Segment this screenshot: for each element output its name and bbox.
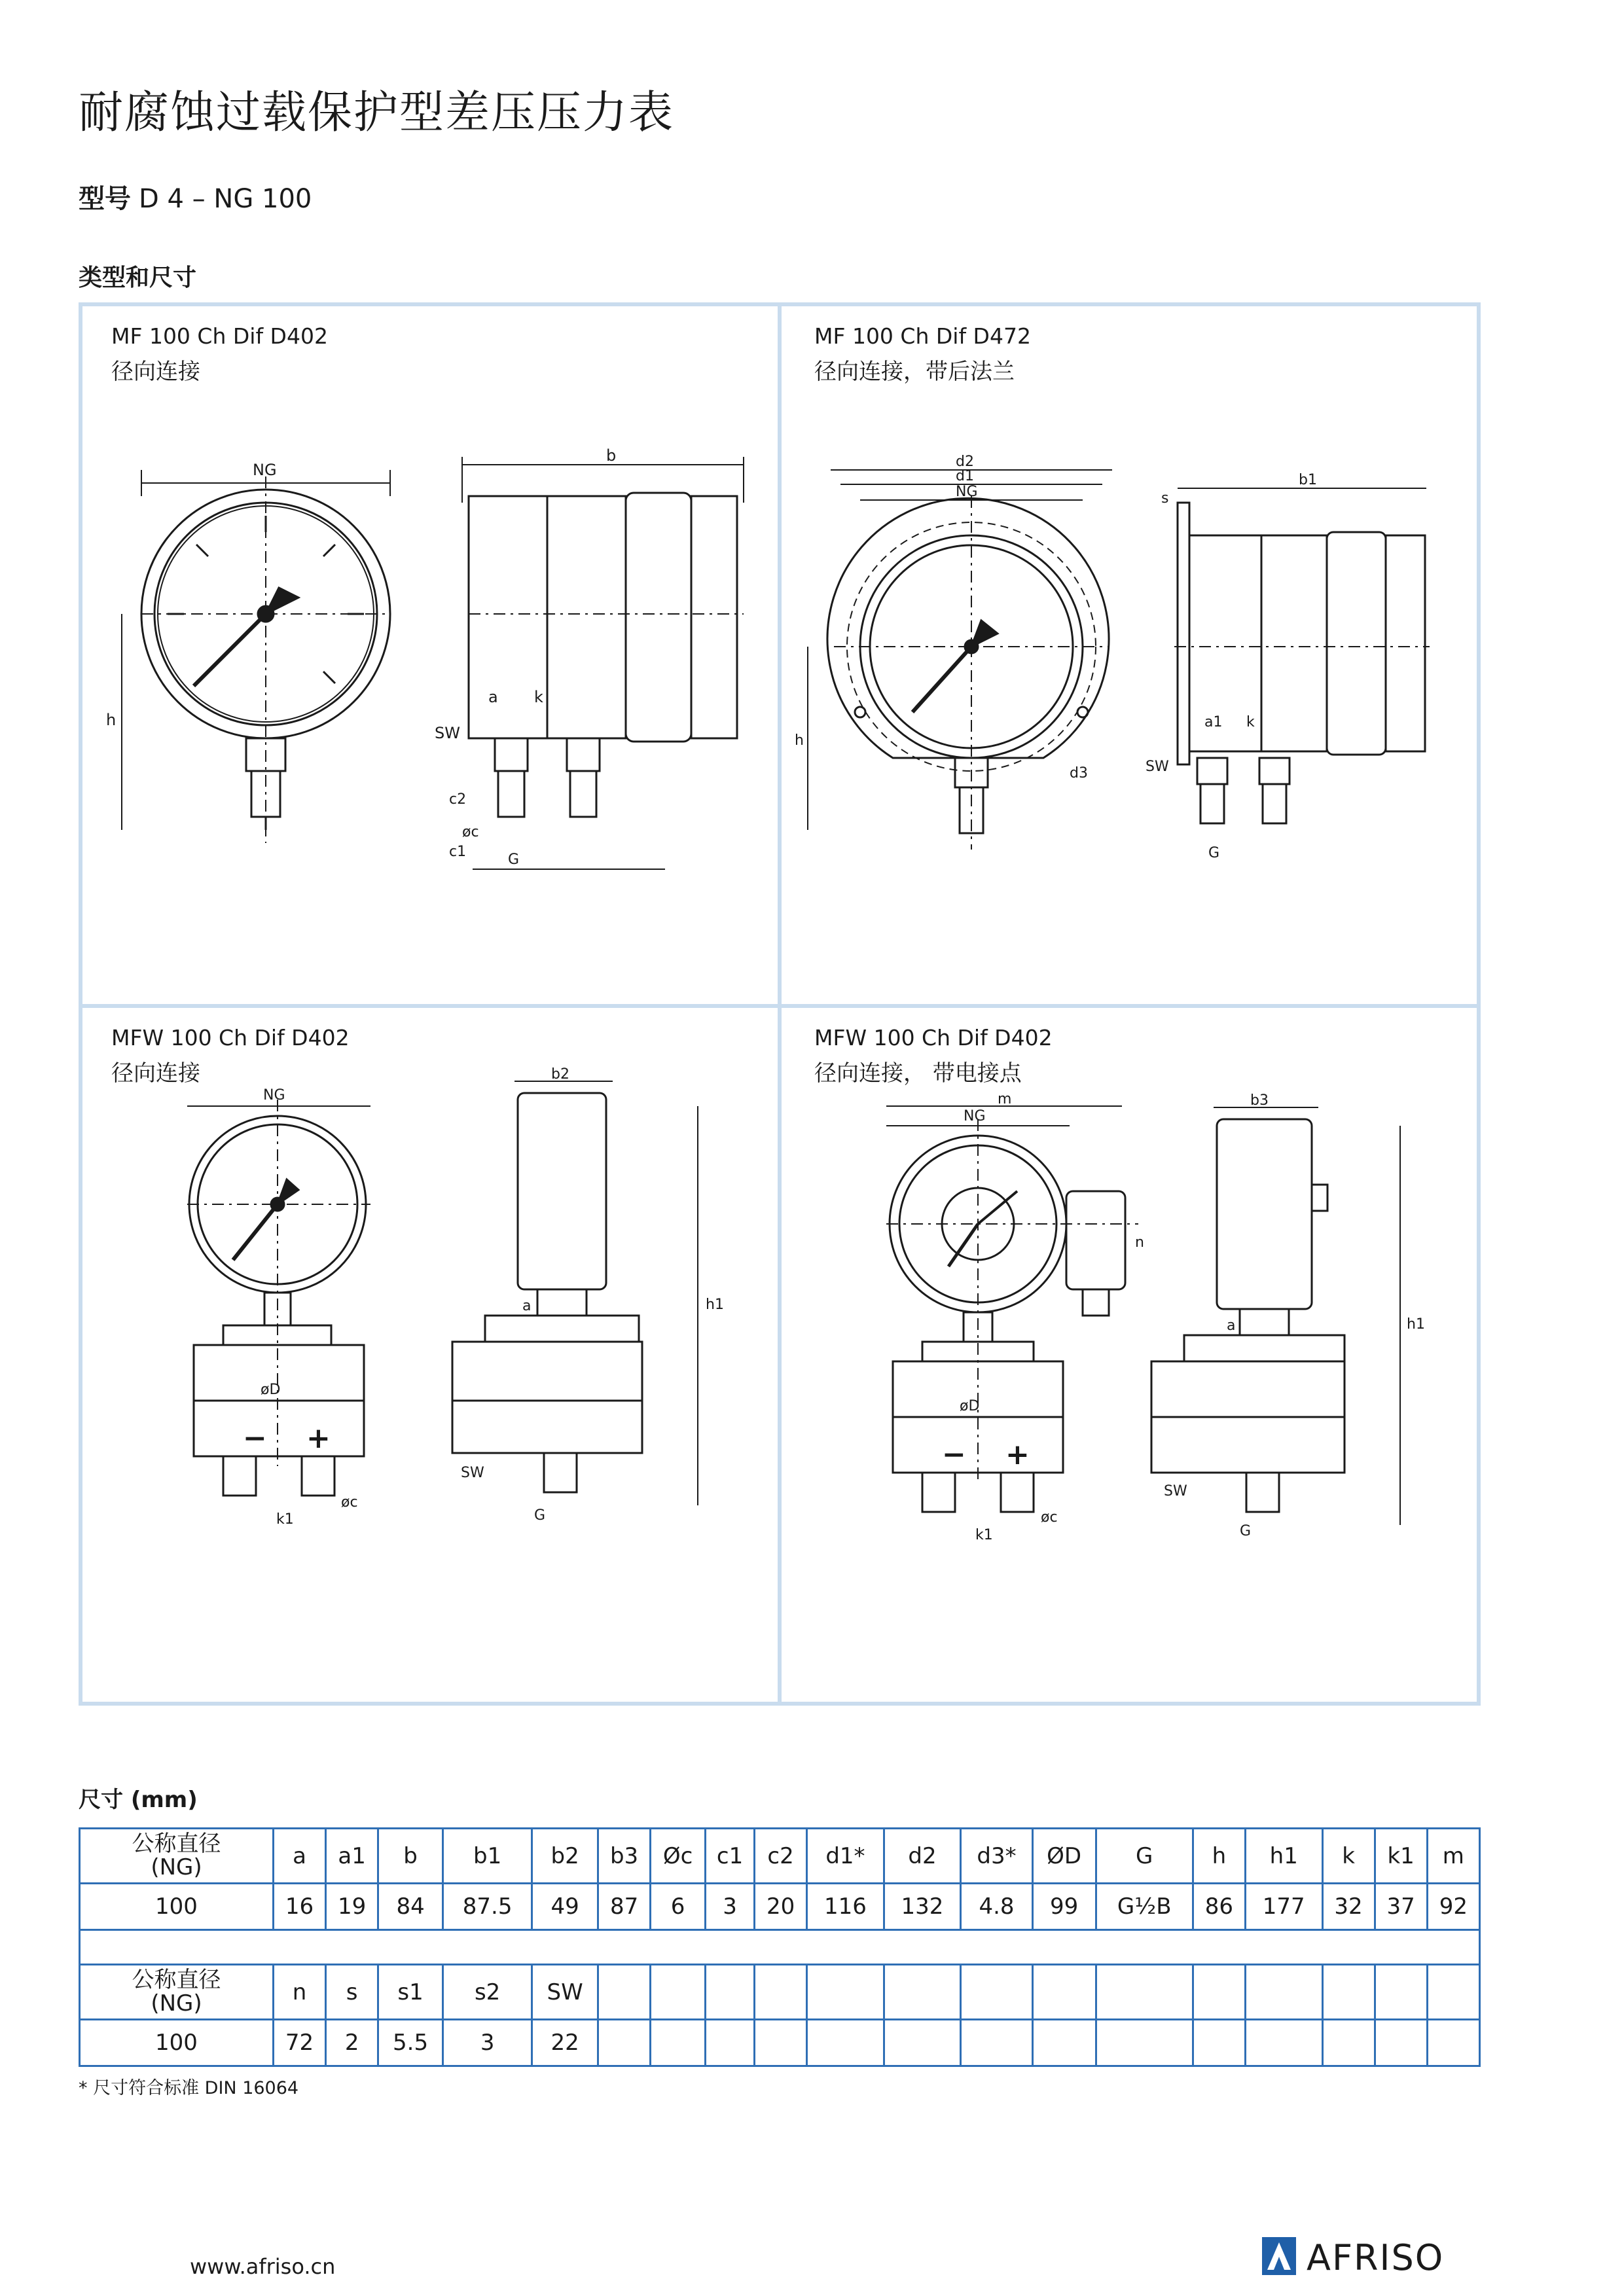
table-cell: 22 [532, 2020, 598, 2066]
label-minus: − [243, 1422, 267, 1455]
panel-1-name: MF 100 Ch Dif D402 [111, 323, 328, 349]
label-ng-3: NG [263, 1087, 285, 1103]
table-cell [1193, 2020, 1245, 2066]
table-cell [755, 2020, 807, 2066]
table-cell: 37 [1375, 1884, 1427, 1930]
label-a: a [488, 688, 498, 706]
table-header-cell: b1 [443, 1829, 532, 1884]
table-cell: 2 [326, 2020, 378, 2066]
table-header-cell: k [1322, 1829, 1375, 1884]
afriso-logo-icon [1262, 2237, 1296, 2275]
table-cell [598, 2020, 651, 2066]
brand-name: AFRISO [1307, 2237, 1445, 2278]
label-g-4: G [1240, 1523, 1252, 1539]
label-h-2: h [795, 732, 804, 749]
table-cell [884, 2020, 961, 2066]
table-header-cell: c1 [706, 1829, 755, 1884]
label-c2: c2 [449, 791, 467, 808]
label-d2: d2 [956, 454, 974, 470]
table-cell [807, 2020, 884, 2066]
table-cell: 3 [706, 1884, 755, 1930]
table-header-row [80, 1965, 1480, 2020]
drawing-mfw100-d402-contact [782, 1008, 1478, 1706]
table-header-cell: s1 [378, 1965, 443, 2020]
label-d1: d1 [956, 468, 974, 484]
footnote: * 尺寸符合标准 DIN 16064 [79, 2078, 299, 2098]
label-k: k [534, 688, 543, 706]
label-minus-4: − [942, 1438, 966, 1471]
table-header-cell [1427, 1965, 1479, 2020]
table-cell: 6 [651, 1884, 706, 1930]
table-cell: 3 [443, 2020, 532, 2066]
label-b2: b2 [551, 1066, 569, 1083]
label-plus: + [306, 1422, 331, 1455]
table-header-cell: s [326, 1965, 378, 2020]
label-phic-4: øc [1041, 1509, 1058, 1526]
table-cell: 177 [1245, 1884, 1322, 1930]
table-cell: 92 [1427, 1884, 1479, 1930]
label-a1: a1 [1204, 714, 1223, 730]
table-cell: 84 [378, 1884, 443, 1930]
section-title: 类型和尺寸 [79, 264, 197, 291]
drawing-mf100-d472 [782, 306, 1478, 1004]
table-header-cell: d1* [807, 1829, 884, 1884]
label-d3: d3 [1070, 765, 1088, 781]
table-cell [706, 2020, 755, 2066]
label-c1: c1 [449, 844, 467, 860]
table-header-row [80, 1829, 1480, 1884]
label-ng-4: NG [964, 1108, 986, 1124]
row-label-ng: 公称直径 (NG) [80, 1965, 274, 2020]
label-m: m [998, 1091, 1012, 1107]
label-b3: b3 [1250, 1092, 1269, 1109]
table-header-cell [598, 1965, 651, 2020]
label-b1: b1 [1299, 472, 1317, 488]
label-phic-3: øc [341, 1494, 358, 1511]
table-cell [1032, 2020, 1096, 2066]
label-phid-4: øD [960, 1398, 980, 1414]
table-header-cell: a1 [326, 1829, 378, 1884]
table-header-cell: h1 [1245, 1829, 1322, 1884]
label-h1: h1 [706, 1297, 724, 1313]
label-phic: øc [462, 824, 479, 840]
drawing-mfw100-d402 [82, 1008, 778, 1706]
table-cell [1245, 2020, 1322, 2066]
model-label: 型号 [79, 184, 131, 214]
table-cell: G½B [1096, 1884, 1193, 1930]
label-ng: NG [253, 461, 277, 479]
table-header-cell [706, 1965, 755, 2020]
table-row [80, 2020, 1480, 2066]
table-cell: 99 [1032, 1884, 1096, 1930]
table-header-cell [651, 1965, 706, 2020]
page-title: 耐腐蚀过载保护型差压压力表 [79, 87, 675, 139]
table-cell [1096, 2020, 1193, 2066]
table-cell: 87.5 [443, 1884, 532, 1930]
label-ng-2: NG [956, 484, 978, 500]
table-cell [1375, 2020, 1427, 2066]
panel-3-name: MFW 100 Ch Dif D402 [111, 1025, 350, 1050]
table-header-cell: Øc [651, 1829, 706, 1884]
table-cell: 32 [1322, 1884, 1375, 1930]
table-header-cell: b3 [598, 1829, 651, 1884]
table-spacer-cell [80, 1930, 1480, 1965]
table-header-cell [1322, 1965, 1375, 2020]
label-a-4: a [1227, 1318, 1236, 1334]
panel-4-desc: 径向连接， 带电接点 [814, 1060, 1022, 1086]
label-s: s [1161, 490, 1169, 507]
label-h: h [106, 711, 117, 729]
table-header-cell: n [274, 1965, 326, 2020]
table-cell: 132 [884, 1884, 961, 1930]
table-cell: 116 [807, 1884, 884, 1930]
table-header-cell: c2 [755, 1829, 807, 1884]
table-cell [651, 2020, 706, 2066]
model-line [79, 178, 312, 215]
label-sw-3: SW [461, 1465, 484, 1481]
label-g: G [508, 852, 520, 868]
table-header-cell [961, 1965, 1032, 2020]
table-header-cell: a [274, 1829, 326, 1884]
dimensions-table [79, 1827, 1481, 2067]
table-header-cell [807, 1965, 884, 2020]
table-cell: 49 [532, 1884, 598, 1930]
table-header-cell: SW [532, 1965, 598, 2020]
table-header-cell: b2 [532, 1829, 598, 1884]
panel-1-desc: 径向连接 [111, 358, 200, 385]
label-g-2: G [1208, 845, 1220, 861]
table-header-cell: m [1427, 1829, 1479, 1884]
table-header-cell: b [378, 1829, 443, 1884]
table-header-cell [1375, 1965, 1427, 2020]
table-cell: 100 [80, 2020, 274, 2066]
label-g-3: G [534, 1507, 546, 1524]
table-header-cell: d2 [884, 1829, 961, 1884]
table-header-cell [884, 1965, 961, 2020]
table-spacer-row [80, 1930, 1480, 1965]
label-sw-2: SW [1146, 759, 1169, 775]
table-cell: 5.5 [378, 2020, 443, 2066]
table-header-cell [1193, 1965, 1245, 2020]
table-cell: 4.8 [961, 1884, 1032, 1930]
drawings-frame [79, 302, 1481, 1706]
table-header-cell: d3* [961, 1829, 1032, 1884]
table-header-cell: h [1193, 1829, 1245, 1884]
table-cell [1427, 2020, 1479, 2066]
table-header-cell [755, 1965, 807, 2020]
model-value: D 4 – NG 100 [139, 184, 312, 214]
footer-url[interactable]: www.afriso.cn [190, 2254, 336, 2279]
label-plus-4: + [1005, 1438, 1030, 1471]
dimensions-heading: 尺寸 (mm) [79, 1787, 198, 1813]
label-h1-4: h1 [1407, 1316, 1425, 1333]
table-cell: 72 [274, 2020, 326, 2066]
table-cell: 16 [274, 1884, 326, 1930]
panel-2-name: MF 100 Ch Dif D472 [814, 323, 1031, 349]
table-row [80, 1884, 1480, 1930]
table-cell: 100 [80, 1884, 274, 1930]
label-n: n [1135, 1234, 1144, 1251]
table-header-cell: G [1096, 1829, 1193, 1884]
drawing-mf100-d402 [82, 306, 778, 1004]
table-header-cell: s2 [443, 1965, 532, 2020]
table-header-cell: ØD [1032, 1829, 1096, 1884]
row-label-ng: 公称直径 (NG) [80, 1829, 274, 1884]
table-header-cell: k1 [1375, 1829, 1427, 1884]
table-cell: 19 [326, 1884, 378, 1930]
table-cell: 20 [755, 1884, 807, 1930]
label-k1-4: k1 [975, 1527, 993, 1543]
label-k1: k1 [276, 1511, 294, 1528]
table-cell [1322, 2020, 1375, 2066]
table-header-cell [1032, 1965, 1096, 2020]
label-b: b [606, 446, 617, 465]
table-header-cell [1096, 1965, 1193, 2020]
label-sw: SW [435, 724, 460, 742]
label-sw-4: SW [1164, 1483, 1187, 1499]
panel-4-name: MFW 100 Ch Dif D402 [814, 1025, 1053, 1050]
table-header-cell [1245, 1965, 1322, 2020]
label-phid: øD [261, 1382, 281, 1398]
table-cell: 86 [1193, 1884, 1245, 1930]
panel-2-desc: 径向连接，带后法兰 [814, 358, 1015, 385]
label-a-3: a [522, 1298, 532, 1314]
table-cell: 87 [598, 1884, 651, 1930]
table-cell [961, 2020, 1032, 2066]
label-k-2: k [1246, 714, 1255, 730]
panel-3-desc: 径向连接 [111, 1060, 200, 1086]
